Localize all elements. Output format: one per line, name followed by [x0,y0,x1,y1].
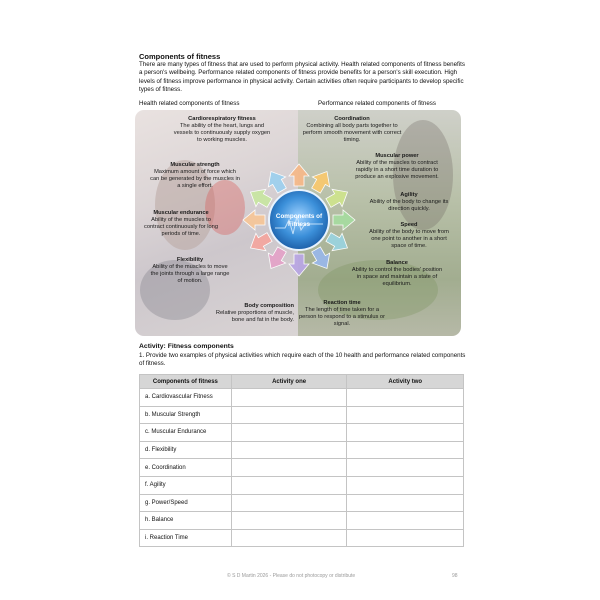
activity-one-cell[interactable] [231,512,347,530]
header-activity-two: Activity two [347,375,464,389]
table-header-row [140,375,464,389]
activity-two-cell[interactable] [347,529,464,547]
row-label: b. Muscular Strength [140,406,232,424]
activity-one-cell[interactable] [231,389,347,407]
outward-arrow-icon [307,167,335,196]
row-label: a. Cardiovascular Fitness [140,389,232,407]
row-label: c. Muscular Endurance [140,424,232,442]
outward-arrow-icon [289,254,309,276]
table-row [140,406,464,424]
component-power: Muscular power Ability of the muscles to contract rapidly in a short time duration to produce an explosive movement. [355,153,439,180]
component-bodycomp: Body composition Relative proportions of muscle, bone and fat in the body. [215,303,294,323]
activity-title: Activity: Fitness components [139,343,234,350]
table-row [140,441,464,459]
row-label: d. Flexibility [140,441,232,459]
activity-one-cell[interactable] [231,441,347,459]
activity-two-cell[interactable] [347,494,464,512]
center-label: Components of Fitness [275,213,323,228]
component-agility: Agility Ability of the body to change its direction quickly. [369,192,449,212]
activity-one-cell[interactable] [231,459,347,477]
row-label: f. Agility [140,476,232,494]
outward-arrow-icon [262,167,290,196]
table-row [140,389,464,407]
health-related-heading: Health related components of fitness [139,100,240,107]
table-row [140,476,464,494]
table-row [140,459,464,477]
outward-arrow-icon [246,228,275,256]
component-strength: Muscular strength Maximum amount of force which can be generated by the muscles in a single effort. [150,162,240,189]
component-reaction: Reaction time The length of time taken for a person to respond to a stimulus or signal. [299,300,385,327]
table-row [140,494,464,512]
outward-arrow-icon [243,210,265,230]
row-label: e. Coordination [140,459,232,477]
row-label: g. Power/Speed [140,494,232,512]
activity-two-cell[interactable] [347,512,464,530]
table-row [140,529,464,547]
component-balance: Balance Ability to control the bodies' position in space and maintain a state of equilibrium. [351,260,443,287]
activity-table [139,374,464,547]
activity-two-cell[interactable] [347,406,464,424]
component-flexibility: Flexibility Ability of the muscles to move the joints through a large range of motion. [150,257,230,284]
intro-paragraph: There are many types of fitness that are used to perform physical activity. Health related components of fitness benefits a person's wellbeing. Performance related components of fitness provide benefits for a person's skill execution. High levels of fitness improve performance in physical activity. Certain activities often require participants to develop specific types of fitness. [139,61,465,93]
outward-arrow-icon [323,228,352,256]
component-speed: Speed Ability of the body to move from one point to another in a short space of time. [369,222,449,249]
header-components: Components of fitness [140,375,232,389]
copyright-footer: © S D Martin 2026 - Please do not photocopy or distribute [227,573,356,579]
activity-one-cell[interactable] [231,529,347,547]
component-cardio: Cardiorespiratory fitness The ability of the heart, lungs and vessels to continuously supply oxygen to working muscles. [173,116,271,143]
component-coordination: Coordination Combining all body parts together to perform smooth movement with correct timing. [302,116,402,143]
activity-one-cell[interactable] [231,424,347,442]
component-endurance: Muscular endurance Ability of the muscles to contract continuously for long periods of time. [144,210,218,237]
outward-arrow-icon [323,183,352,211]
header-activity-one: Activity one [231,375,347,389]
outward-arrow-icon [333,210,355,230]
row-label: i. Reaction Time [140,529,232,547]
activity-one-cell[interactable] [231,494,347,512]
activity-instructions: 1. Provide two examples of physical activities which require each of the 10 health and performance related components of fitness. [139,352,466,367]
activity-two-cell[interactable] [347,459,464,477]
activity-two-cell[interactable] [347,424,464,442]
performance-related-heading: Performance related components of fitness [318,100,436,107]
table-row [140,512,464,530]
outward-arrow-icon [307,244,335,273]
activity-two-cell[interactable] [347,389,464,407]
activity-two-cell[interactable] [347,441,464,459]
activity-one-cell[interactable] [231,406,347,424]
section-title: Components of fitness [139,52,221,61]
outward-arrow-icon [246,183,275,211]
page-number: 98 [452,573,458,579]
outward-arrow-icon [262,244,290,273]
activity-one-cell[interactable] [231,476,347,494]
outward-arrow-icon [289,164,309,186]
row-label: h. Balance [140,512,232,530]
activity-two-cell[interactable] [347,476,464,494]
table-row [140,424,464,442]
